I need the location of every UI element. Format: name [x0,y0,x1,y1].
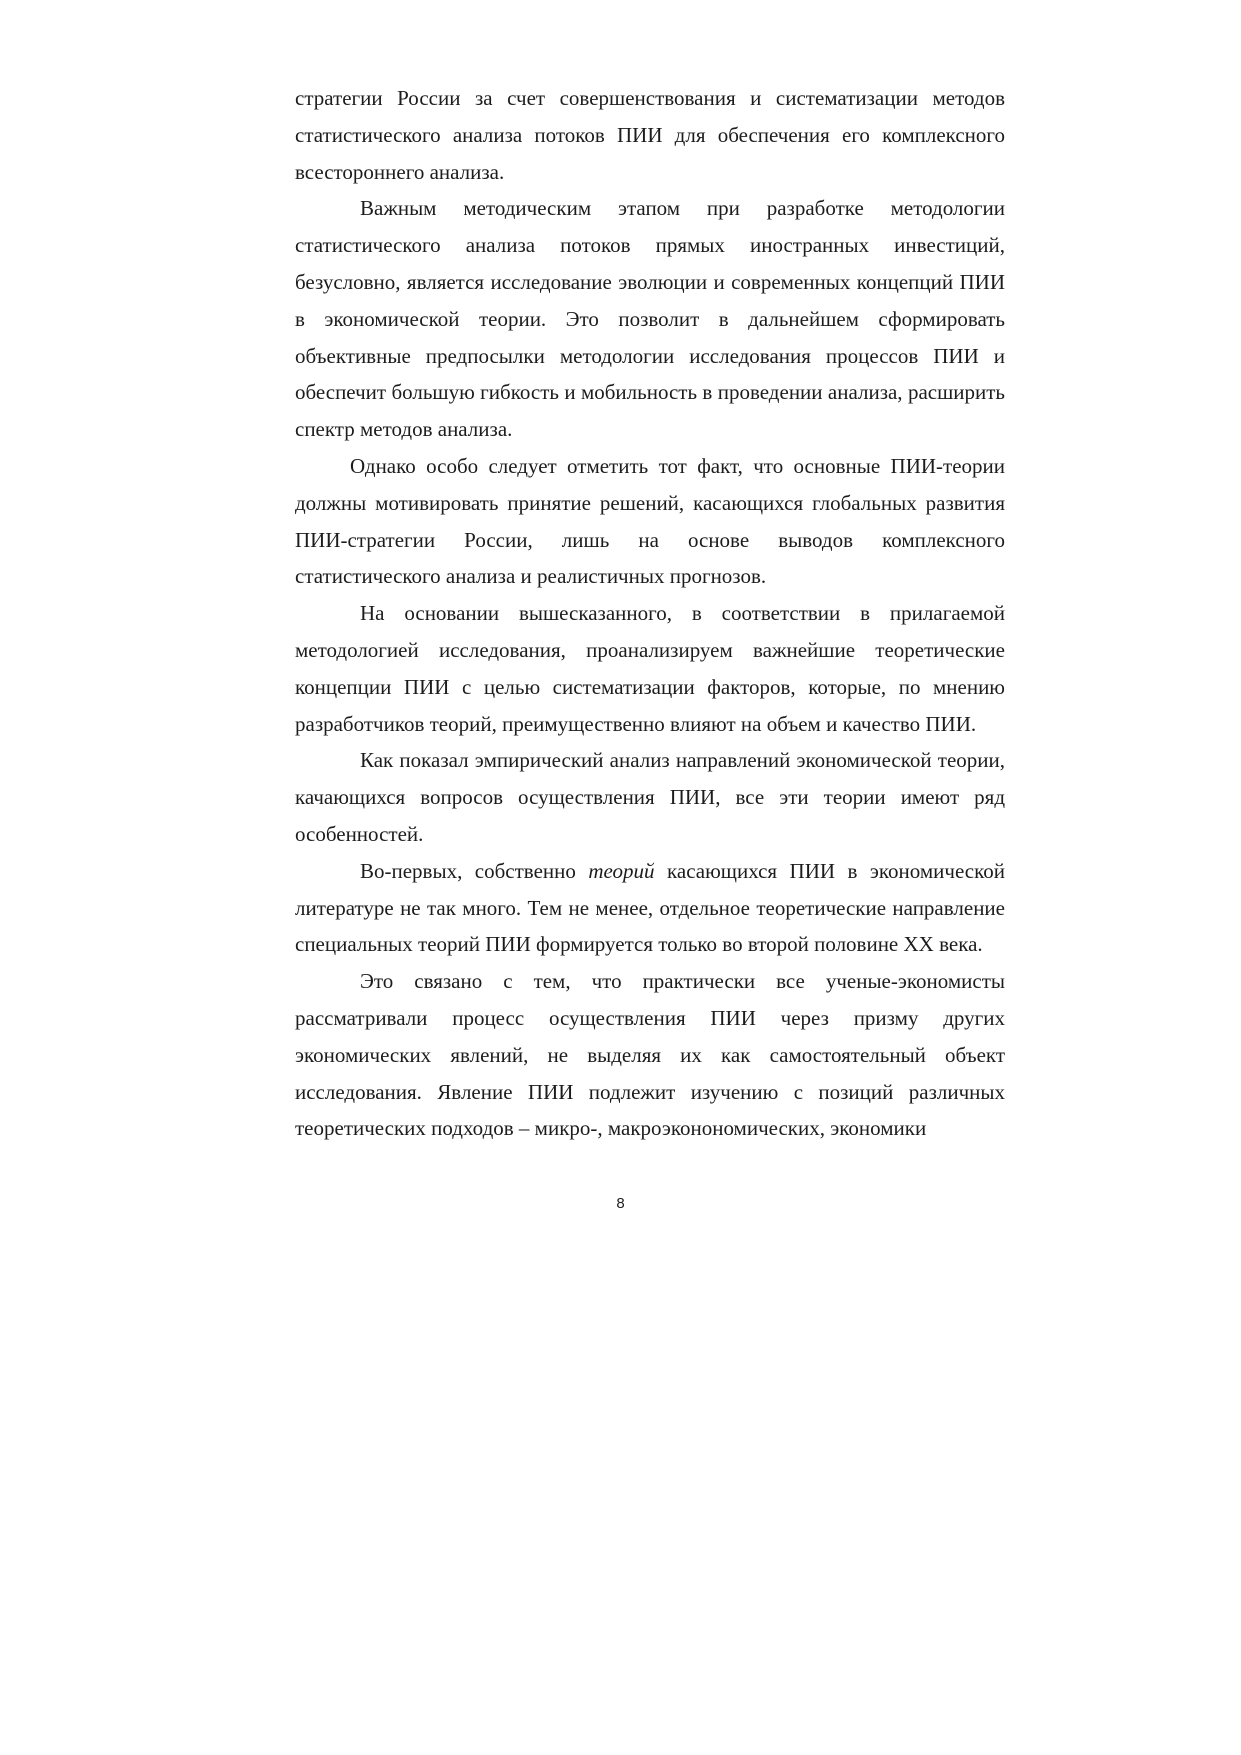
paragraph-6-start: Во-первых, собственно [360,858,589,883]
body-text [295,80,1005,1147]
page-number: 8 [616,1195,625,1212]
paragraph-1: стратегии России за счет совершенствования и систематизации методов статистического анализа потоков ПИИ для обеспечения его комплексного всестороннего анализа. [295,86,1005,184]
paragraph-3: Однако особо следует отметить тот факт, что основные ПИИ-теории должны мотивировать принятие решений, касающихся глобальных развития ПИИ-стратегии России, лишь на основе выводов комплексного статистического анализа и реалистичных прогнозов. [295,453,1005,589]
paragraph-5: Как показал эмпирический анализ направлений экономической теории, качающихся вопросов осуществления ПИИ, все эти теории имеют ряд особенностей. [295,748,1005,846]
paragraph-7: Это связано с тем, что практически все ученые-экономисты рассматривали процесс осуществления ПИИ через призму других экономических явлений, не выделяя их как самостоятельный объект исследования. Явление ПИИ подлежит изучению с позиций различных теоретических подходов – микро-, макроэконономических, экономики [295,969,1005,1141]
paragraph-6 [295,853,1005,963]
paragraph-2: Важным методическим этапом при разработке методологии статистического анализа потоков прямых иностранных инвестиций, безусловно, является исследование эволюции и современных концепций ПИИ в экономической теории. Это позволит в дальнейшем сформировать объективные предпосылки методологии исследования процессов ПИИ и обеспечит большую гибкость и мобильность в проведении анализа, расширить спектр методов анализа. [295,196,1005,442]
paragraph-4: На основании вышесказанного, в соответствии в прилагаемой методологией исследования, проанализируем важнейшие теоретические концепции ПИИ с целью систематизации факторов, которые, по мнению разработчиков теорий, преимущественно влияют на объем и качество ПИИ. [295,601,1005,736]
paragraph-6-italic-word: теорий [588,858,655,883]
paragraph-6-end: касающихся ПИИ в экономической литературе не так много. Тем не менее, отдельное теоретические направление специальных теорий ПИИ формируется только во второй половине XX века. [295,858,1005,957]
